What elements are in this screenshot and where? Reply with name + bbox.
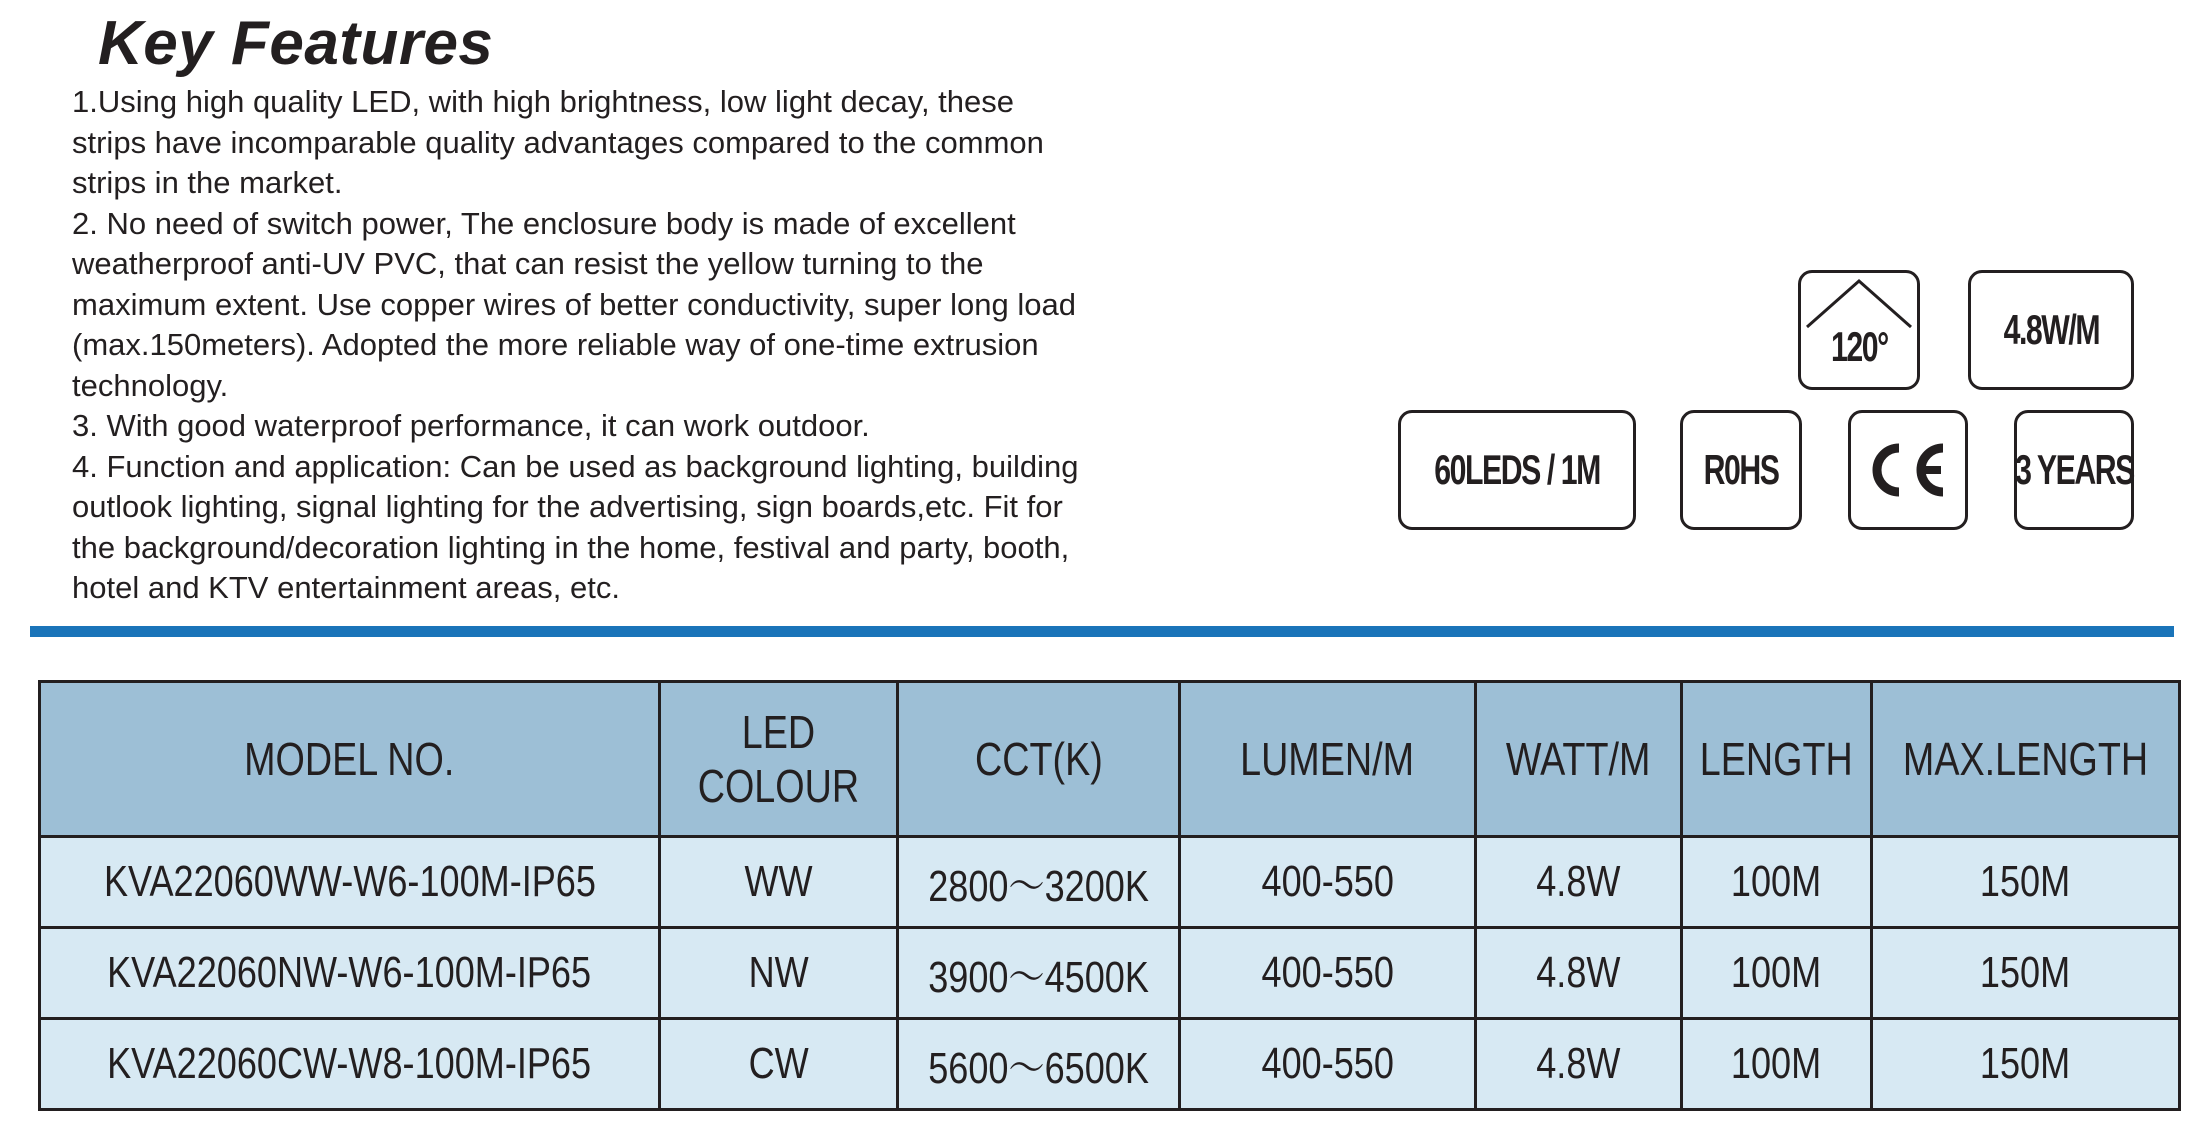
column-header-label: MODEL NO. [244, 733, 455, 785]
cell-text: KVA22060CW-W8-100M-IP65 [107, 1039, 592, 1088]
column-header-label: WATT/M [1506, 733, 1651, 785]
lumen-cell [1180, 837, 1476, 928]
max-length-cell [1872, 928, 2180, 1019]
cct-cell [898, 928, 1180, 1019]
colour-cell [660, 837, 898, 928]
ce-badge [1848, 410, 1968, 530]
section-divider [30, 626, 2174, 637]
cell-text: 150M [1980, 948, 2071, 997]
model-cell [40, 1019, 660, 1110]
cell-text: 150M [1980, 1039, 2071, 1088]
table-row [40, 837, 2180, 928]
watt-cell [1476, 928, 1682, 1019]
cell-text: 5600～6500K [928, 1044, 1149, 1093]
cell-text: CW [748, 1039, 809, 1088]
length-cell [1682, 928, 1872, 1019]
column-header [898, 682, 1180, 837]
lumen-cell [1180, 928, 1476, 1019]
feature-item-1: 1.Using high quality LED, with high brightness, low light decay, these strips have incomparable quality advantages compared to the common strips in the market. [72, 84, 1044, 200]
column-header [660, 682, 898, 837]
watt-cell [1476, 837, 1682, 928]
cell-text: NW [748, 948, 809, 997]
table-header-row [40, 682, 2180, 837]
cell-text: 400-550 [1261, 857, 1394, 906]
table-row [40, 1019, 2180, 1110]
colour-cell [660, 1019, 898, 1110]
cell-text: 4.8W [1536, 948, 1621, 997]
ce-mark-icon [1865, 440, 1951, 500]
feature-item-4: 4. Function and application: Can be used as background lighting, building outlook lighting, signal lighting for the advertising, sign boards,etc. Fit for the background/decoration lighting in the home, festival and party, booth, hotel and KTV entertainment areas, etc. [72, 448, 1079, 605]
cell-text: 100M [1731, 857, 1822, 906]
beam-angle-badge [1798, 270, 1920, 390]
column-header [1180, 682, 1476, 837]
rohs-badge [1680, 410, 1802, 530]
page-title: Key Features [98, 9, 494, 78]
max-length-cell [1872, 837, 2180, 928]
max-length-cell [1872, 1019, 2180, 1110]
beam-angle-label: 120° [1830, 323, 1888, 370]
column-header-label: MAX.LENGTH [1902, 733, 2149, 785]
feature-item-3: 3. With good waterproof performance, it can work outdoor. [72, 408, 870, 443]
spec-table [38, 680, 2181, 1111]
column-header [1476, 682, 1682, 837]
cell-text: 2800～3200K [928, 862, 1149, 911]
features-list [72, 82, 1092, 609]
column-header [40, 682, 660, 837]
warranty-badge [2014, 410, 2134, 530]
cell-text: KVA22060NW-W6-100M-IP65 [107, 948, 592, 997]
cell-text: 400-550 [1261, 948, 1394, 997]
cell-text: 4.8W [1536, 857, 1621, 906]
cct-cell [898, 837, 1180, 928]
cell-text: 100M [1731, 1039, 1822, 1088]
column-header [1872, 682, 2180, 837]
lumen-cell [1180, 1019, 1476, 1110]
led-density-badge [1398, 410, 1636, 530]
cct-cell [898, 1019, 1180, 1110]
column-header [1682, 682, 1872, 837]
cell-text: 3900～4500K [928, 953, 1149, 1002]
rohs-label: R0HS [1703, 446, 1779, 493]
cell-text: KVA22060WW-W6-100M-IP65 [103, 857, 596, 906]
length-cell [1682, 1019, 1872, 1110]
model-cell [40, 837, 660, 928]
cell-text: 100M [1731, 948, 1822, 997]
column-header-label: LED COLOUR [697, 706, 860, 812]
cell-text: WW [744, 857, 813, 906]
cell-text: 400-550 [1261, 1039, 1394, 1088]
colour-cell [660, 928, 898, 1019]
column-header-label: LENGTH [1699, 733, 1854, 785]
length-cell [1682, 837, 1872, 928]
column-header-label: LUMEN/M [1240, 733, 1415, 785]
cell-text: 4.8W [1536, 1039, 1621, 1088]
table-row [40, 928, 2180, 1019]
feature-item-2: 2. No need of switch power, The enclosure body is made of excellent weatherproof anti-UV PVC, that can resist the yellow turning to the maximum extent. Use copper wires of better conductivity, super long load (max.150meters). Adopted the more reliable way of one-time extrusion technology. [72, 205, 1076, 403]
power-label: 4.8W/M [2003, 306, 2099, 353]
power-badge [1968, 270, 2134, 390]
column-header-label: CCT(K) [974, 733, 1103, 785]
warranty-label: 3 YEARS [2014, 446, 2134, 493]
watt-cell [1476, 1019, 1682, 1110]
cell-text: 150M [1980, 857, 2071, 906]
model-cell [40, 928, 660, 1019]
led-density-label: 60LEDS / 1M [1434, 446, 1600, 493]
